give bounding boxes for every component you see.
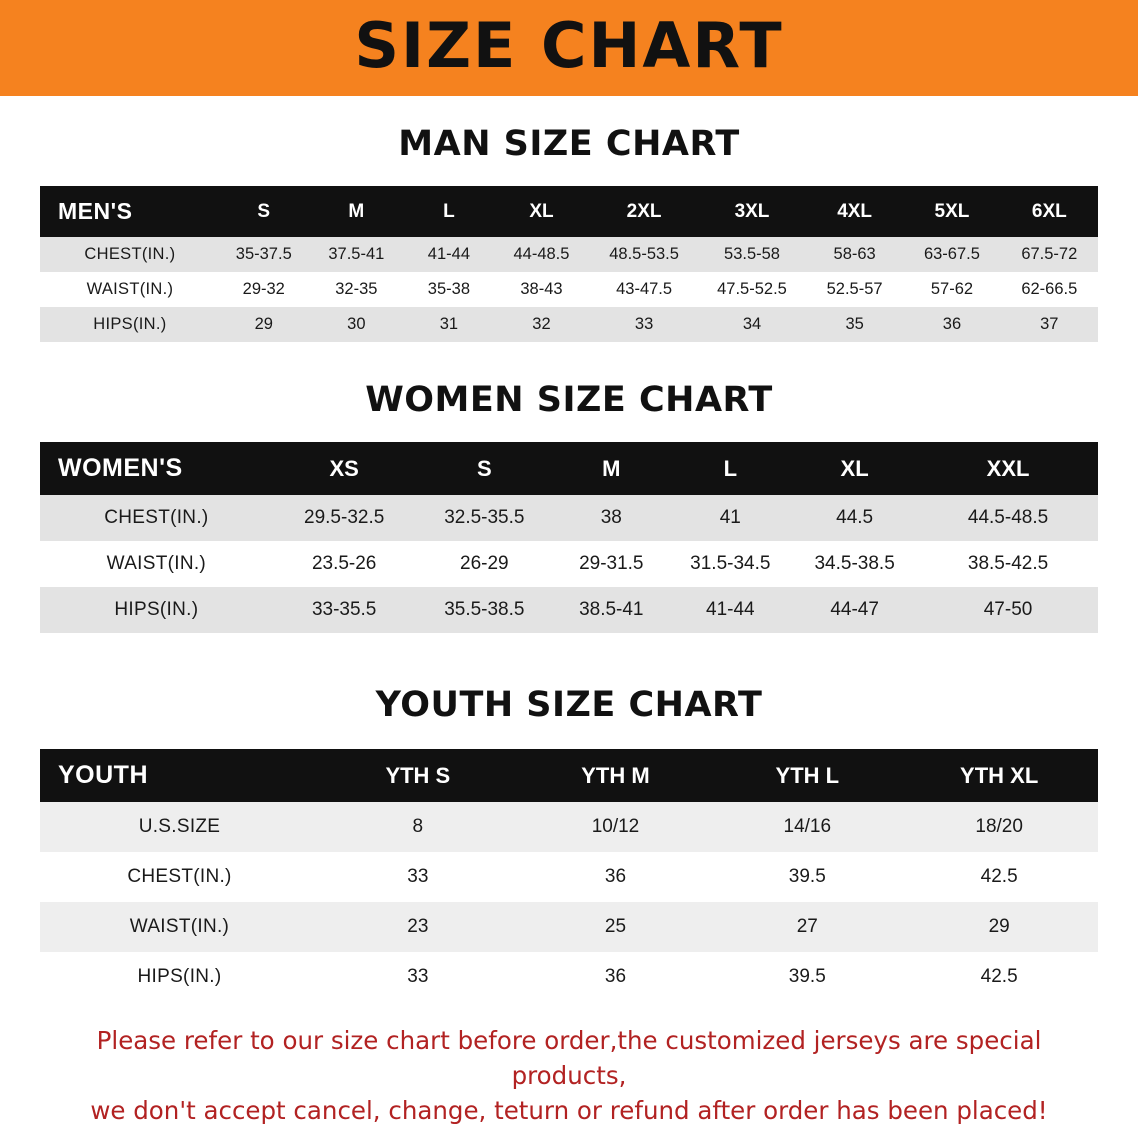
youth-header-cell-0: YOUTH (40, 749, 319, 802)
man-table-body (40, 237, 1098, 342)
table-row (40, 587, 1098, 633)
man-size-table-wrapper (40, 186, 1098, 342)
women-cell-0-2: 38 (553, 495, 669, 541)
table-row (40, 495, 1098, 541)
youth-cell-0-1: 10/12 (517, 802, 715, 852)
women-cell-1-4: 34.5-38.5 (791, 541, 918, 587)
man-row-label-1: WAIST(IN.) (40, 272, 220, 307)
women-cell-1-2: 29-31.5 (553, 541, 669, 587)
order-policy-note-line-1: Please refer to our size chart before order,the customized jerseys are special products, (96, 1026, 1042, 1090)
youth-header-cell-2: YTH M (517, 749, 715, 802)
women-cell-1-3: 31.5-34.5 (669, 541, 791, 587)
man-cell-0-4: 48.5-53.5 (590, 237, 698, 272)
women-cell-0-3: 41 (669, 495, 791, 541)
women-row-label-0: CHEST(IN.) (40, 495, 273, 541)
women-cell-1-0: 23.5-26 (273, 541, 416, 587)
table-row (40, 952, 1098, 1002)
man-cell-1-5: 47.5-52.5 (698, 272, 806, 307)
youth-size-table-wrapper (40, 749, 1098, 1002)
man-header-cell-6: 3XL (698, 186, 806, 237)
man-header-cell-3: L (405, 186, 493, 237)
women-cell-2-5: 47-50 (918, 587, 1098, 633)
table-row (40, 902, 1098, 952)
women-header-cell-5: XL (791, 442, 918, 495)
women-cell-2-3: 41-44 (669, 587, 791, 633)
women-cell-0-4: 44.5 (791, 495, 918, 541)
man-cell-2-4: 33 (590, 307, 698, 342)
man-size-table (40, 186, 1098, 342)
man-header-cell-5: 2XL (590, 186, 698, 237)
man-cell-2-2: 31 (405, 307, 493, 342)
youth-table-header (40, 749, 1098, 802)
youth-cell-0-0: 8 (319, 802, 517, 852)
women-header-cell-0: WOMEN'S (40, 442, 273, 495)
youth-table-body (40, 802, 1098, 1002)
man-cell-0-7: 63-67.5 (903, 237, 1000, 272)
youth-cell-1-2: 39.5 (714, 852, 900, 902)
man-header-cell-9: 6XL (1001, 186, 1098, 237)
women-header-cell-2: S (416, 442, 554, 495)
women-cell-2-2: 38.5-41 (553, 587, 669, 633)
size-chart-banner (0, 0, 1138, 96)
man-cell-1-3: 38-43 (493, 272, 590, 307)
table-row (40, 237, 1098, 272)
man-cell-1-1: 32-35 (308, 272, 405, 307)
man-table-header (40, 186, 1098, 237)
man-cell-0-3: 44-48.5 (493, 237, 590, 272)
man-cell-1-2: 35-38 (405, 272, 493, 307)
table-header-row (40, 442, 1098, 495)
women-cell-1-1: 26-29 (416, 541, 554, 587)
man-cell-1-0: 29-32 (220, 272, 308, 307)
women-cell-0-1: 32.5-35.5 (416, 495, 554, 541)
women-header-cell-1: XS (273, 442, 416, 495)
man-cell-1-6: 52.5-57 (806, 272, 903, 307)
women-cell-0-5: 44.5-48.5 (918, 495, 1098, 541)
man-header-cell-7: 4XL (806, 186, 903, 237)
youth-cell-1-1: 36 (517, 852, 715, 902)
man-cell-0-2: 41-44 (405, 237, 493, 272)
man-header-cell-8: 5XL (903, 186, 1000, 237)
youth-header-cell-1: YTH S (319, 749, 517, 802)
page-title: SIZE CHART (354, 9, 784, 82)
order-policy-note-line-2: we don't accept cancel, change, teturn or refund after order has been placed! (90, 1095, 1048, 1125)
women-cell-2-0: 33-35.5 (273, 587, 416, 633)
youth-size-table (40, 749, 1098, 1002)
man-header-cell-2: M (308, 186, 405, 237)
youth-row-label-0: U.S.SIZE (40, 802, 319, 852)
youth-cell-2-0: 23 (319, 902, 517, 952)
man-cell-1-7: 57-62 (903, 272, 1000, 307)
man-cell-0-0: 35-37.5 (220, 237, 308, 272)
women-cell-1-5: 38.5-42.5 (918, 541, 1098, 587)
man-cell-1-8: 62-66.5 (1001, 272, 1098, 307)
table-row (40, 802, 1098, 852)
table-row (40, 852, 1098, 902)
man-cell-0-5: 53.5-58 (698, 237, 806, 272)
man-cell-2-0: 29 (220, 307, 308, 342)
youth-cell-3-1: 36 (517, 952, 715, 1002)
table-row (40, 307, 1098, 342)
women-row-label-1: WAIST(IN.) (40, 541, 273, 587)
youth-cell-2-2: 27 (714, 902, 900, 952)
youth-cell-2-3: 29 (900, 902, 1098, 952)
youth-cell-0-3: 18/20 (900, 802, 1098, 852)
man-cell-2-7: 36 (903, 307, 1000, 342)
man-cell-2-8: 37 (1001, 307, 1098, 342)
women-section-heading: WOMEN SIZE CHART (365, 380, 773, 420)
youth-section-heading: YOUTH SIZE CHART (375, 685, 763, 725)
order-policy-note (64, 1024, 1074, 1128)
table-row (40, 272, 1098, 307)
youth-header-cell-3: YTH L (714, 749, 900, 802)
youth-cell-3-3: 42.5 (900, 952, 1098, 1002)
man-cell-1-4: 43-47.5 (590, 272, 698, 307)
man-cell-2-3: 32 (493, 307, 590, 342)
youth-row-label-3: HIPS(IN.) (40, 952, 319, 1002)
man-header-cell-4: XL (493, 186, 590, 237)
women-row-label-2: HIPS(IN.) (40, 587, 273, 633)
youth-header-cell-4: YTH XL (900, 749, 1098, 802)
man-cell-0-6: 58-63 (806, 237, 903, 272)
women-header-cell-3: M (553, 442, 669, 495)
man-header-cell-0: MEN'S (40, 186, 220, 237)
table-row (40, 541, 1098, 587)
women-size-table-wrapper (40, 442, 1098, 633)
table-header-row (40, 186, 1098, 237)
women-cell-2-4: 44-47 (791, 587, 918, 633)
youth-cell-1-0: 33 (319, 852, 517, 902)
women-header-cell-4: L (669, 442, 791, 495)
youth-row-label-2: WAIST(IN.) (40, 902, 319, 952)
youth-cell-0-2: 14/16 (714, 802, 900, 852)
women-size-table (40, 442, 1098, 633)
man-row-label-0: CHEST(IN.) (40, 237, 220, 272)
youth-cell-3-0: 33 (319, 952, 517, 1002)
youth-cell-1-3: 42.5 (900, 852, 1098, 902)
man-cell-2-1: 30 (308, 307, 405, 342)
man-row-label-2: HIPS(IN.) (40, 307, 220, 342)
man-cell-2-6: 35 (806, 307, 903, 342)
table-header-row (40, 749, 1098, 802)
women-cell-2-1: 35.5-38.5 (416, 587, 554, 633)
youth-cell-3-2: 39.5 (714, 952, 900, 1002)
man-cell-2-5: 34 (698, 307, 806, 342)
women-table-header (40, 442, 1098, 495)
women-header-cell-6: XXL (918, 442, 1098, 495)
man-section-heading: MAN SIZE CHART (398, 124, 740, 164)
women-table-body (40, 495, 1098, 633)
women-cell-0-0: 29.5-32.5 (273, 495, 416, 541)
youth-row-label-1: CHEST(IN.) (40, 852, 319, 902)
youth-cell-2-1: 25 (517, 902, 715, 952)
man-header-cell-1: S (220, 186, 308, 237)
man-cell-0-8: 67.5-72 (1001, 237, 1098, 272)
man-cell-0-1: 37.5-41 (308, 237, 405, 272)
